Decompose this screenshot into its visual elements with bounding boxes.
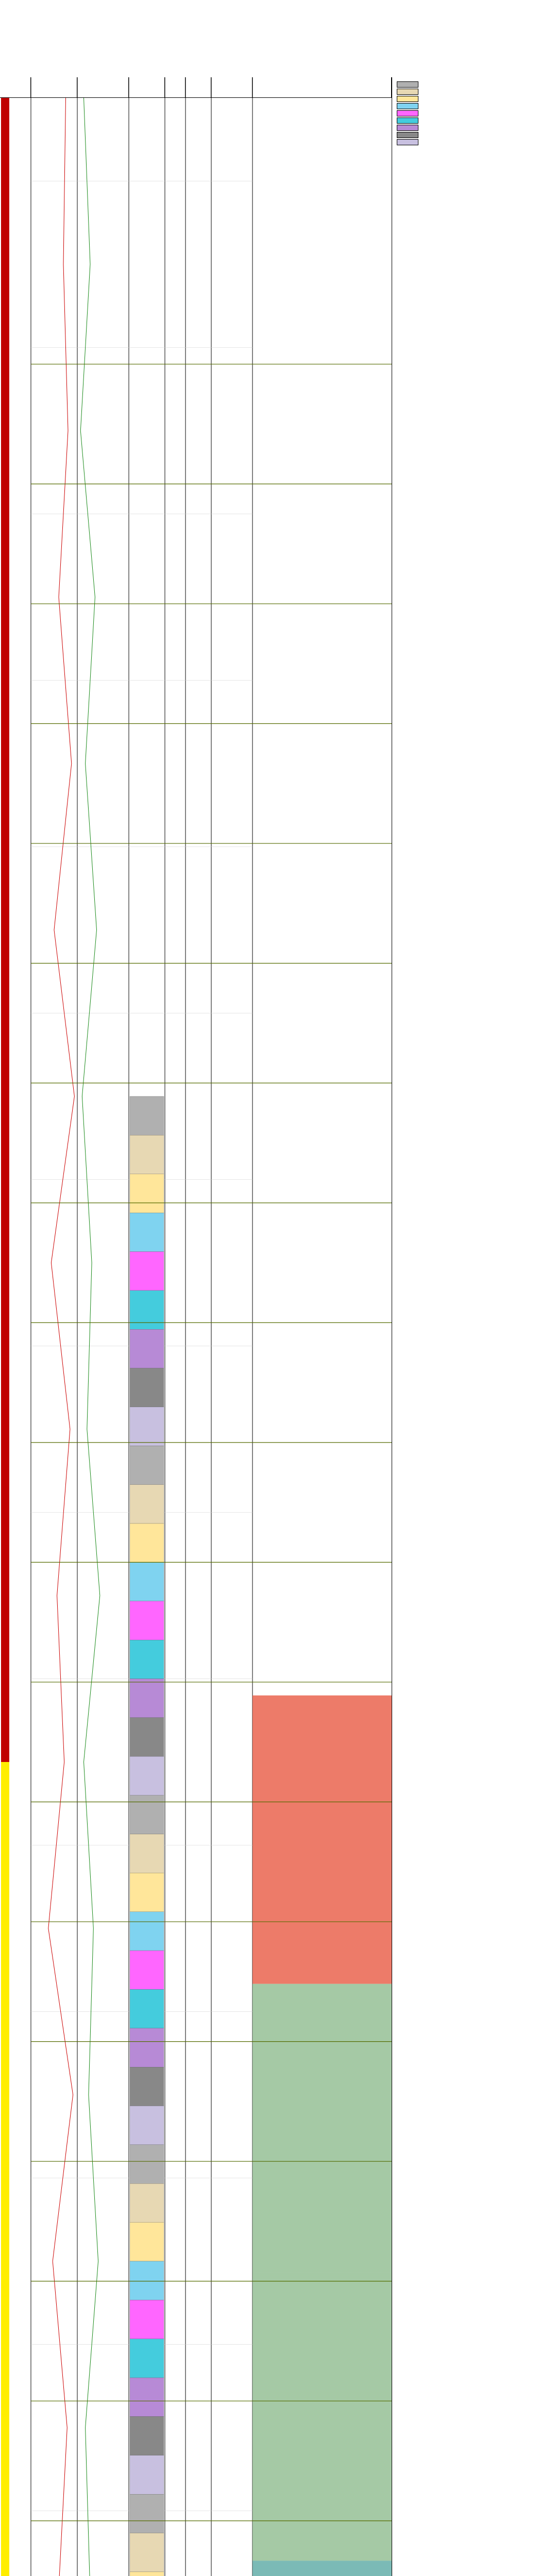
lithology-block xyxy=(130,2261,164,2300)
heat-bar-lower xyxy=(1,1762,9,2576)
legend-row xyxy=(397,185,551,192)
legend-swatch xyxy=(397,89,418,95)
lithology-block xyxy=(130,1912,164,1951)
lithology-block xyxy=(130,2183,164,2222)
lithology-block xyxy=(130,2145,164,2183)
legend-row xyxy=(397,336,551,342)
lithology-block xyxy=(130,2106,164,2145)
lithology-block xyxy=(130,1446,164,1484)
legend-row xyxy=(397,261,551,267)
legend-swatch xyxy=(397,132,418,138)
legend-row xyxy=(397,96,551,102)
legend-row xyxy=(397,311,551,317)
lithology-block xyxy=(130,1640,164,1679)
legend-row xyxy=(397,125,551,131)
lithology-block xyxy=(130,1562,164,1601)
legend-row xyxy=(397,207,551,213)
log-strip-svg xyxy=(0,77,392,2576)
legend-swatch xyxy=(397,110,418,116)
log-strip xyxy=(0,77,392,2576)
lithology-block xyxy=(130,2533,164,2572)
legend-row xyxy=(397,110,551,116)
lithology-block xyxy=(130,1679,164,1718)
legend-row xyxy=(397,103,551,109)
legend-row xyxy=(397,229,551,235)
legend-swatch xyxy=(397,81,418,88)
lithology-block xyxy=(130,1174,164,1213)
legend-row xyxy=(397,329,551,335)
legend-row xyxy=(397,297,551,303)
lithology-block xyxy=(130,1756,164,1795)
member-band xyxy=(252,1984,392,2273)
legend-row xyxy=(397,132,551,138)
lithology-block xyxy=(130,2300,164,2338)
log-header xyxy=(0,0,556,77)
legend-row xyxy=(397,200,551,206)
lithology-block xyxy=(130,1601,164,1640)
lithology-block xyxy=(130,1251,164,1290)
lithology-block xyxy=(130,1795,164,1834)
legend-row xyxy=(397,171,551,177)
legend-row xyxy=(397,222,551,228)
lithology-block xyxy=(130,2416,164,2455)
legend-porosity-list xyxy=(397,346,551,374)
legend-row xyxy=(397,214,551,221)
lithology-block xyxy=(130,2455,164,2494)
legend-swatch xyxy=(397,96,418,102)
legend-panel xyxy=(397,77,551,375)
legend-row xyxy=(397,353,551,360)
legend-row xyxy=(397,361,551,367)
legend-row xyxy=(397,81,551,88)
lithology-block xyxy=(130,2028,164,2067)
legend-secondary-list xyxy=(397,149,551,242)
log-curve-0 xyxy=(48,98,75,2576)
log-curve-1 xyxy=(80,98,100,2576)
legend-swatch xyxy=(397,139,418,145)
heat-bar-upper xyxy=(1,98,9,1762)
legend-row xyxy=(397,139,551,145)
legend-swatch xyxy=(397,125,418,131)
legend-row xyxy=(397,368,551,374)
legend-row xyxy=(397,117,551,124)
legend-row xyxy=(397,89,551,95)
legend-row xyxy=(397,193,551,199)
lithology-block xyxy=(130,2067,164,2106)
lithology-block xyxy=(130,1135,164,1174)
lithology-block xyxy=(130,1368,164,1407)
lithology-block xyxy=(130,1873,164,1911)
legend-fossils-list xyxy=(397,246,551,317)
legend-row xyxy=(397,282,551,289)
lithology-block xyxy=(130,1718,164,1756)
lithology-block xyxy=(130,1834,164,1873)
lithology-block xyxy=(130,2339,164,2378)
lithology-block xyxy=(130,2378,164,2416)
member-band xyxy=(252,2561,392,2576)
legend-row xyxy=(397,157,551,163)
lithology-block xyxy=(130,1485,164,1523)
legend-primary-list xyxy=(397,81,551,145)
legend-row xyxy=(397,290,551,296)
lithology-block xyxy=(130,1213,164,1251)
legend-row xyxy=(397,246,551,252)
lithology-block xyxy=(130,1989,164,2028)
lithology-block xyxy=(130,1329,164,1368)
legend-swatch xyxy=(397,117,418,124)
legend-row xyxy=(397,346,551,352)
lithology-block xyxy=(130,2494,164,2533)
legend-row xyxy=(397,253,551,260)
lithology-block xyxy=(130,1523,164,1562)
lithology-block xyxy=(130,1951,164,1989)
member-band xyxy=(252,2273,392,2561)
lithology-block xyxy=(130,2223,164,2261)
legend-row xyxy=(397,321,551,328)
lithology-block xyxy=(130,1096,164,1135)
lithology-block xyxy=(130,2572,164,2576)
lithology-block xyxy=(130,1291,164,1329)
legend-swatch xyxy=(397,103,418,109)
legend-row xyxy=(397,304,551,310)
legend-row xyxy=(397,164,551,170)
member-band xyxy=(252,1696,392,1984)
legend-sed-list xyxy=(397,321,551,342)
legend-row xyxy=(397,178,551,184)
legend-row xyxy=(397,236,551,242)
legend-row xyxy=(397,268,551,274)
legend-row xyxy=(397,149,551,156)
legend-row xyxy=(397,275,551,281)
lithology-block xyxy=(130,1407,164,1446)
